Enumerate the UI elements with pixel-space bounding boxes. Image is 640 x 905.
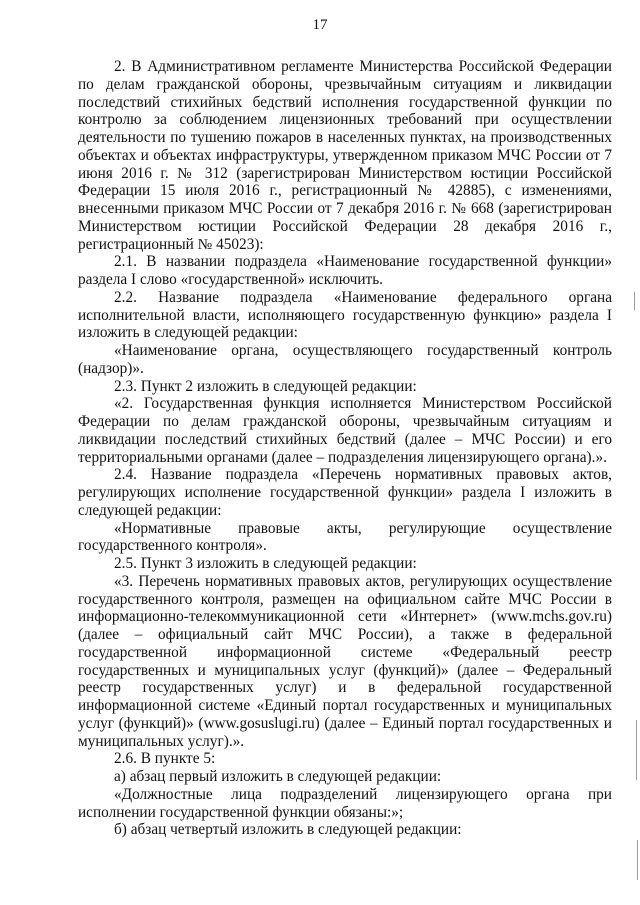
document-body: [78, 58, 612, 839]
paragraph-2-5: 2.5. Пункт 3 изложить в следующей редакции:: [114, 555, 417, 572]
paragraph-2-3-quote: «2. Государственная функция исполняется Министерством Российской Федерации по делам гражданской обороны, чрезвычайным ситуациям и ликвидации последствий стихийных бедствий (далее – МЧС России) и его территориальными органами (далее – подразделения лицензирующего органа).».: [78, 395, 612, 466]
page-number: 17: [312, 17, 328, 33]
paragraph-2-5-quote: «3. Перечень нормативных правовых актов, регулирующих осуществление государственного контроля, размещен на официальном сайте МЧС России в информационно-телекоммуникационной сети «Интернет» (www.mchs.gov.ru) (далее – официальный сайт МЧС России), а также в федеральной государственной информационной системе «Федеральный реестр государственных и муниципальных услуг (функций)» (далее – Федеральный реестр государственных услуг) и в федеральной государственной информационной системе «Единый портал государственных и муниципальных услуг (функций)» (www.gosuslugi.ru) (далее – Единый портал государственных и муниципальных услуг).».: [78, 572, 612, 750]
paragraph-2-6-a-quote: «Должностные лица подразделений лицензирующего органа при исполнении государственной функции обязаны:»;: [78, 785, 612, 821]
paragraph-2-6: 2.6. В пункте 5:: [114, 750, 216, 768]
paragraph-2-6-a: а) абзац первый изложить в следующей редакции:: [114, 768, 442, 785]
paragraph-2-4-quote: «Нормативные правовые акты, регулирующие осуществление государственного контроля».: [78, 519, 612, 555]
paragraph-2-4: 2.4. Название подраздела «Перечень нормативных правовых актов, регулирующих исполнение государственной функции» раздела I изложить в следующей редакции:: [78, 466, 612, 519]
paragraph-2-2-quote: «Наименование органа, осуществляющего государственный контроль (надзор)».: [78, 342, 612, 377]
paragraph-2-2: 2.2. Название подраздела «Наименование федерального органа исполнительной власти, исполняющего государственную функцию» раздела I изложить в следующей редакции:: [78, 288, 612, 342]
paragraph-2: 2. В Административном регламенте Министерства Российской Федерации по делам гражданской обороны, чрезвычайным ситуациям и ликвидации последствий стихийных бедствий исполнения государственной функции по контролю за соблюдением лицензионных требований при осуществлении деятельности по тушению пожаров в населенных пунктах, на производственных объектах и объектах инфраструктуры, утвержденном приказом МЧС России от 7 июня 2016 г. № 312 (зарегистрирован Министерством юстиции Российской Федерации 15 июля 2016 г., регистрационный № 42885), с изменениями, внесенными приказом МЧС России от 7 декабря 2016 г. № 668 (зарегистрирован Министерством юстиции Российской Федерации 28 декабря 2016 г., регистрационный № 45023):: [78, 58, 612, 253]
paragraph-2-1: 2.1. В названии подраздела «Наименование государственной функции» раздела I слово «государственной» исключить.: [78, 253, 612, 288]
paragraph-2-3: 2.3. Пункт 2 изложить в следующей редакции:: [114, 377, 417, 395]
paragraph-2-6-b: б) абзац четвертый изложить в следующей редакции:: [114, 821, 462, 839]
scan-edge-mark: [634, 292, 635, 310]
scan-edge-mark: [637, 840, 638, 880]
scan-edge-mark: [636, 720, 637, 780]
